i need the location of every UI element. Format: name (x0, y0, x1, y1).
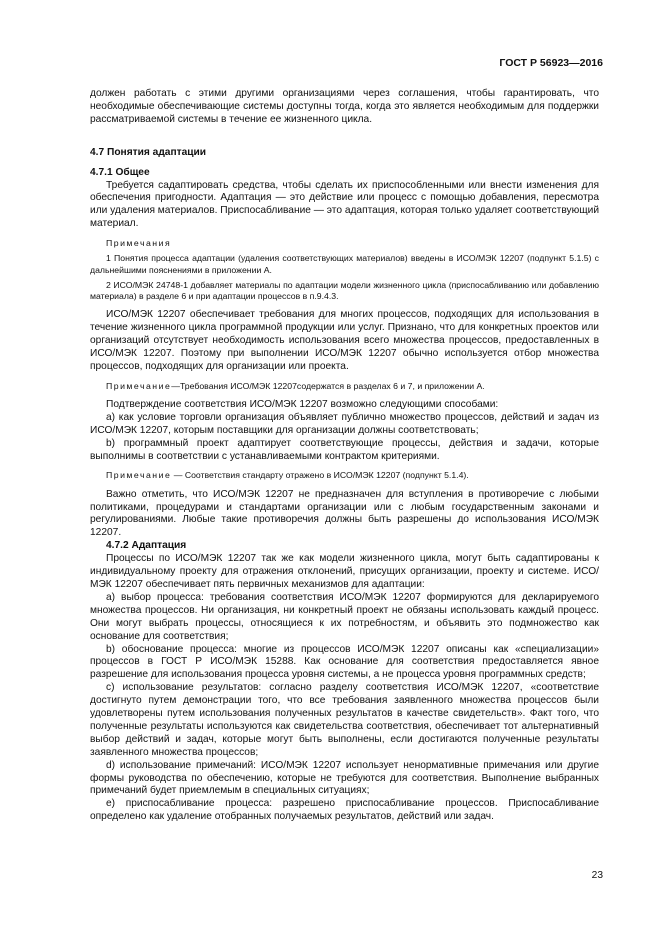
note-2: 2 ИСО/МЭК 24748-1 добавляет материалы по адаптации модели жизненного цикла (приспосабливанию или добавлению материала) в разделе 6 и при адаптации процессов в п.9.4.3. (90, 279, 599, 301)
note-3 (90, 381, 599, 392)
paragraph-adaptation-definition: Требуется садаптировать средства, чтобы сделать их приспособленными или внести изменения для обеспечения пригодности. Адаптация — это действие или процесс с помощью добавления, пересмотра или удаления материалов. Приспосабливание — это адаптация, которая только удаляет соответствующий материал. (90, 179, 600, 230)
page-number: 23 (591, 870, 603, 881)
note-3-text: —Требования ИСО/МЭК 12207содержатся в разделах 6 и 7, и приложении А. (171, 380, 485, 391)
section-heading-4-7-1: 4.7.1 Общее (90, 166, 150, 178)
document-header: ГОСТ Р 56923—2016 (499, 57, 603, 69)
section-heading-4-7: 4.7 Понятия адаптации (90, 146, 207, 158)
paragraph-iso-12207-requirements: ИСО/МЭК 12207 обеспечивает требования для многих процессов, подходящих для использования в течение жизненного цикла программной продукции или услуг. Признано, что для конкретных проектов или организаций отсутствует необходимость использования всего множества процессов, предоставленных в ИСО/МЭК 12207. Поэтому при выполнении ИСО/МЭК 12207 обычно используется отбор множества процессов, подходящих для организации или проекта. (90, 309, 599, 372)
paragraph-intro: должен работать с этими другими организациями через соглашения, чтобы гарантировать, что необходимые обеспечивающие системы доступны тогда, когда это является необходимым для поддержки рассматриваемой системы в течение ее жизненного цикла. (90, 88, 599, 125)
list-item-a-process-selection: a) выбор процесса: требования соответствия ИСО/МЭК 12207 формируются для декларируемого множества процессов. Ни организация, ни конкретный проект не обязаны использовать каждый процесс. Они могут выбрать процессы, относящиеся к их потребностям, и объявить это подмножество как основание для соответствия; (90, 591, 599, 642)
note-4-label: Примечание (106, 470, 172, 481)
list-item-c-outcomes-use: c) использование результатов: согласно разделу соответствия ИСО/МЭК 12207, «соответствие достигнуто путем демонстрации того, что все требования заявленного множества процессов были удовлетворены путем использования полученных результатов в качестве свидетельств». Факт того, что полученные результаты используются как свидетельства соответствия, обеспечивает тот альтернативный выбор действий и задач, которые могут быть выполнены, если достигаются полученные результаты заявленного множества процессов; (90, 682, 599, 758)
note-4 (90, 470, 599, 481)
paragraph-tailoring-mechanisms: Процессы по ИСО/МЭК 12207 так же как модели жизненного цикла, могут быть садаптированы к индивидуальному проекту для отражения отклонений, присущих организации, проекту и системе. ИСО/МЭК 12207 обеспечивает пять первичных механизмов для адаптации: (90, 553, 599, 590)
document-body (90, 88, 599, 824)
notes-label: Примечания (106, 238, 172, 249)
note-4-text: — Соответствия стандарту отражено в ИСО/МЭК 12207 (подпункт 5.1.4). (173, 470, 469, 481)
paragraph-important-note: Важно отметить, что ИСО/МЭК 12207 не предназначен для вступления в противоречие с любыми политиками, процедурами и стандартами организации или с любым государственным законами и регулированиями. Любые такие противоречия должны быть разрешены до использования ИСО/МЭК 12207. (90, 488, 599, 539)
section-heading-4-7-2: 4.7.2 Адаптация (106, 540, 187, 552)
list-item-d-notes-use: d) использование примечаний: ИСО/МЭК 12207 использует ненормативные примечания или другие формы руководства по обеспечению, которые не требуются для соответствия. Выполнение выбранных примечаний будет приемлемым в специальных ситуациях; (90, 759, 599, 797)
list-item-e-process-tailoring: e) приспосабливание процесса: разрешено приспосабливание процессов. Приспосабливание определено как удаление отобранных получаемых результатов, действий или задач. (90, 798, 599, 823)
note-3-label: Примечание (106, 380, 172, 391)
note-1: 1 Понятия процесса адаптации (удаления соответствующих материалов) введены в ИСО/МЭК 12207 (подпункт 5.1.5) с дальнейшими пояснениями в приложении А. (90, 253, 599, 275)
paragraph-conformance-ways: Подтверждение соответствия ИСО/МЭК 12207 возможно следующими способами: (106, 398, 499, 410)
list-item-b-process-justification: b) обоснование процесса: многие из процессов ИСО/МЭК 12207 описаны как «специализации» процессов в ГОСТ Р ИСО/МЭК 15288. Как основание для соответствия предоставляется явное разрешение для использования процесса уровня системы, а не процесса уровня программных средств; (90, 643, 599, 681)
list-item-a-conformance: a) как условие торговли организация объявляет публично множество процессов, действий и задач из ИСО/МЭК 12207, которым поставщики для организации должны соответствовать; (90, 411, 599, 436)
list-item-b-conformance: b) программный проект адаптирует соответствующие процессы, действия и задачи, которые выполнимы в соответствии с устанавливаемыми контрактом критериями. (90, 437, 599, 462)
